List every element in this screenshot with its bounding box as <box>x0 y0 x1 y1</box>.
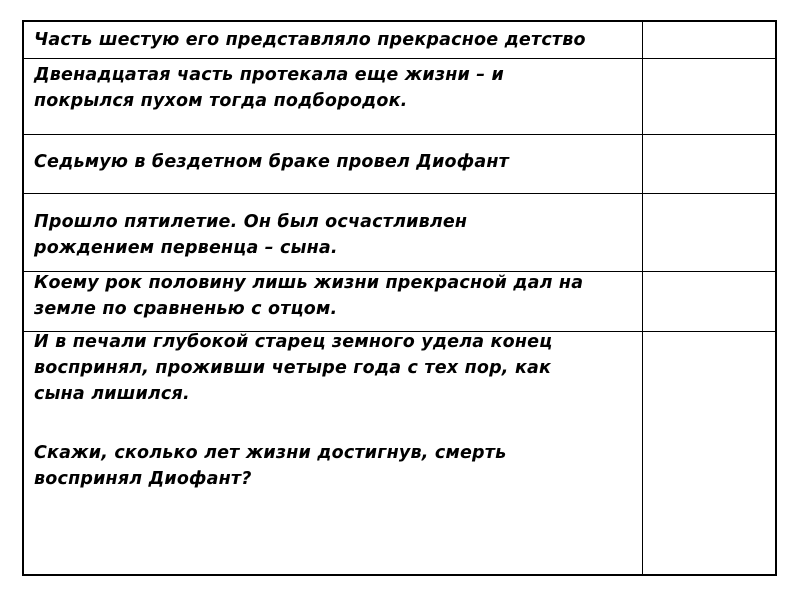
table-row-text: И в печали глубокой старец земного удела конец воспринял, проживши четыре года с тех пор, как сына лишился. <box>34 332 553 404</box>
table-row-text: Седьмую в бездетном браке провел Диофант <box>34 152 509 172</box>
row-divider <box>24 193 775 194</box>
table-row-text: Двенадцатая часть протекала еще жизни – и покрылся пухом тогда подбородок. <box>34 65 504 111</box>
row-divider <box>24 58 775 59</box>
table-row-text: Коему рок половину лишь жизни прекрасной дал на земле по сравненью с отцом. <box>34 273 584 319</box>
column-divider <box>642 22 643 574</box>
table-row-text: Часть шестую его представляло прекрасное детство <box>34 30 586 50</box>
table-row-text: Прошло пятилетие. Он был осчастливлен рождением первенца – сына. <box>34 212 468 258</box>
row-divider <box>24 134 775 135</box>
diophantus-problem-table <box>22 20 777 576</box>
question-text: Скажи, сколько лет жизни достигнув, смерть воспринял Диофант? <box>34 443 507 489</box>
